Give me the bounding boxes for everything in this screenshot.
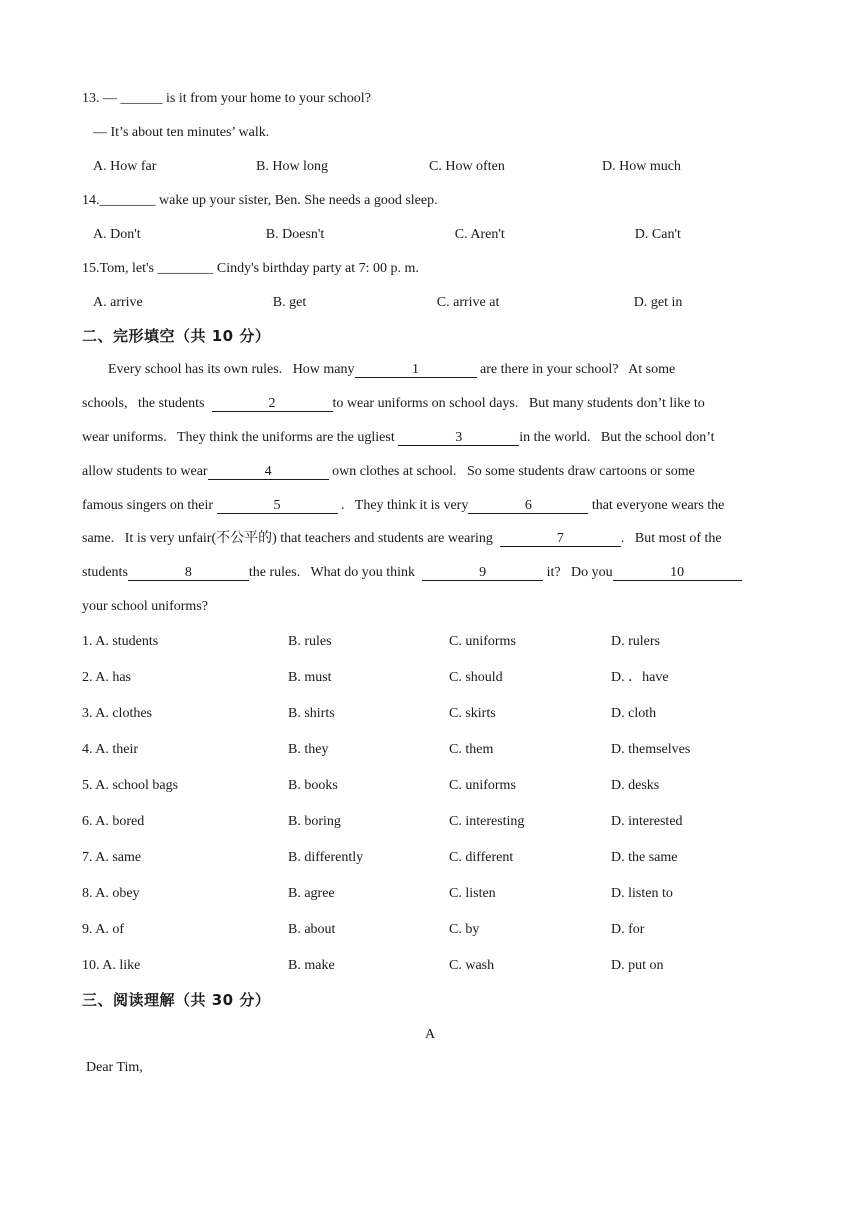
cloze-option-6-a: 6. A. bored bbox=[82, 814, 145, 829]
cloze-option-5-a: 5. A. school bags bbox=[82, 778, 179, 793]
cloze-option-7-a: 7. A. same bbox=[82, 850, 142, 865]
cloze-option-1-c: C. uniforms bbox=[449, 634, 516, 649]
cloze-blank-4: 4 bbox=[208, 464, 329, 480]
cloze-option-2-d: D. ．have bbox=[611, 670, 669, 685]
cloze-option-2-b: B. must bbox=[288, 670, 332, 685]
cloze-option-2-a: 2. A. has bbox=[82, 670, 131, 685]
cloze-option-4-a: 4. A. their bbox=[82, 742, 138, 757]
cloze-option-4-b: B. they bbox=[288, 742, 329, 757]
cloze-line-6: same. It is very unfair(不公平的) that teachers and students are wearing 7 . But most of the bbox=[82, 531, 722, 546]
cloze-option-3-a: 3. A. clothes bbox=[82, 706, 152, 721]
cloze-option-9-c: C. by bbox=[449, 922, 480, 937]
cloze-blank-6: 6 bbox=[468, 498, 588, 514]
cloze-option-7-c: C. different bbox=[449, 850, 514, 865]
cloze-option-6-d: D. interested bbox=[611, 814, 683, 829]
cloze-option-1-d: D. rulers bbox=[611, 634, 660, 649]
cloze-option-6-b: B. boring bbox=[288, 814, 341, 829]
question-13-stem: 13. — ______ is it from your home to your school? bbox=[82, 91, 371, 106]
cloze-option-1-b: B. rules bbox=[288, 634, 332, 649]
question-13-reply: — It’s about ten minutes’ walk. bbox=[93, 125, 270, 140]
section-3-heading: 三、阅读理解（共 30 分） bbox=[82, 991, 271, 1009]
cloze-option-4-c: C. them bbox=[449, 742, 494, 757]
cloze-blank-2: 2 bbox=[212, 396, 333, 412]
cloze-blank-3: 3 bbox=[398, 430, 519, 446]
cloze-option-10-d: D. put on bbox=[611, 958, 664, 973]
cloze-option-6-c: C. interesting bbox=[449, 814, 525, 829]
cloze-line-1: Every school has its own rules. How many 1 are there in your school? At some bbox=[108, 362, 676, 377]
section-2-heading: 二、完形填空（共 10 分） bbox=[82, 327, 271, 345]
question-13-option-d: D. How much bbox=[602, 159, 681, 174]
cloze-blank-8: 8 bbox=[128, 565, 249, 581]
cloze-line-7: students 8 the rules. What do you think 9 it? Do you 10 bbox=[82, 564, 742, 582]
question-15-option-d: ◦D. get in bbox=[632, 295, 683, 311]
cloze-option-10-a: 10. A. like bbox=[82, 958, 141, 973]
cloze-option-9-a: 9. A. of bbox=[82, 922, 124, 937]
cloze-line-2: schools, the students 2 to wear uniforms on school days. But many students don’t like to bbox=[82, 396, 705, 411]
question-15-option-b: ◦B. get bbox=[271, 295, 307, 311]
question-13-option-a: A. How far bbox=[93, 159, 157, 174]
cloze-line-8: your school uniforms? bbox=[82, 599, 208, 614]
cloze-option-8-b: B. agree bbox=[288, 886, 335, 901]
question-13-option-c: C. How often bbox=[429, 159, 505, 174]
cloze-option-8-d: D. listen to bbox=[611, 886, 673, 901]
cloze-option-10-b: B. make bbox=[288, 958, 335, 973]
cloze-line-5: famous singers on their 5 . They think it is very 6 that everyone wears the bbox=[82, 498, 725, 513]
cloze-option-5-c: C. uniforms bbox=[449, 778, 516, 793]
cloze-option-9-b: B. about bbox=[288, 922, 336, 937]
cloze-option-3-d: D. cloth bbox=[611, 706, 657, 721]
cloze-line-3: wear uniforms. They think the uniforms are the ugliest 3 in the world. But the school don’t bbox=[82, 430, 715, 445]
question-14-option-d: ◦D. Can't bbox=[633, 227, 681, 243]
cloze-option-10-c: C. wash bbox=[449, 958, 495, 973]
cloze-blank-7: 7 bbox=[500, 531, 621, 547]
question-14-option-a: A. Don't bbox=[93, 227, 141, 242]
letter-greeting: Dear Tim, bbox=[86, 1060, 143, 1075]
question-14-stem: 14.________ wake up your sister, Ben. She needs a good sleep. bbox=[82, 193, 438, 208]
cloze-option-9-d: D. for bbox=[611, 922, 645, 937]
cloze-blank-5: 5 bbox=[217, 498, 338, 514]
passage-label: A bbox=[425, 1027, 436, 1042]
cloze-option-5-b: B. books bbox=[288, 778, 338, 793]
question-14-option-c: ◦C. Aren't bbox=[453, 227, 505, 243]
cloze-option-7-b: B. differently bbox=[288, 850, 364, 865]
cloze-blank-10: 10 bbox=[613, 565, 742, 581]
cloze-blank-9: 9 bbox=[422, 565, 543, 581]
cloze-option-7-d: D. the same bbox=[611, 850, 678, 865]
cloze-option-3-c: C. skirts bbox=[449, 706, 496, 721]
cloze-option-4-d: D. themselves bbox=[611, 742, 691, 757]
question-15-option-a: A. arrive bbox=[93, 295, 143, 310]
question-15-stem: 15.Tom, let's ________ Cindy's birthday party at 7: 00 p. m. bbox=[82, 261, 419, 276]
cloze-option-8-c: C. listen bbox=[449, 886, 496, 901]
cloze-option-8-a: 8. A. obey bbox=[82, 886, 140, 901]
cloze-option-2-c: C. should bbox=[449, 670, 503, 685]
cloze-blank-1: 1 bbox=[355, 362, 477, 378]
cloze-option-3-b: B. shirts bbox=[288, 706, 335, 721]
question-13-option-b: B. How long bbox=[256, 159, 328, 174]
cloze-option-5-d: D. desks bbox=[611, 778, 660, 793]
cloze-option-1-a: 1. A. students bbox=[82, 634, 159, 649]
question-14-option-b: ◦B. Doesn't bbox=[264, 227, 325, 243]
cloze-line-4: allow students to wear 4 own clothes at school. So some students draw cartoons or some bbox=[82, 464, 695, 479]
question-15-option-c: ◦C. arrive at bbox=[435, 295, 500, 311]
